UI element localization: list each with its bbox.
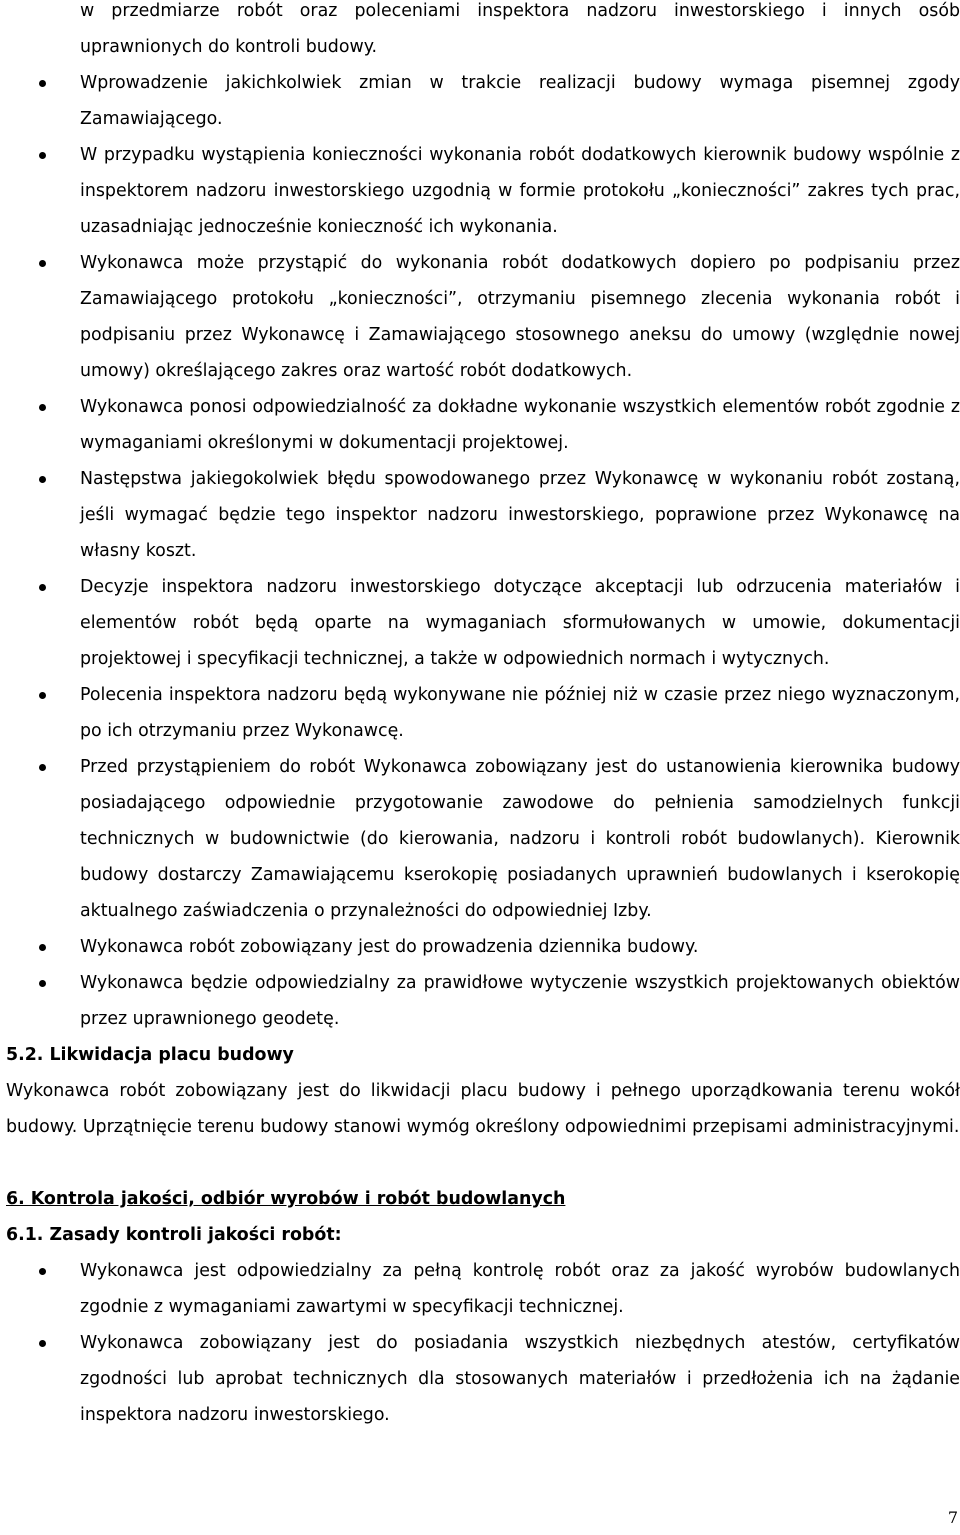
list-item-text: Wykonawca robót zobowiązany jest do prowadzenia dziennika budowy. xyxy=(80,937,699,957)
requirements-list xyxy=(0,65,960,1037)
bullet-icon xyxy=(39,1340,46,1347)
section-6-heading-text: 6. Kontrola jakości, odbiór wyrobów i robót budowlanych xyxy=(6,1189,566,1209)
list-item-text: Wykonawca może przystąpić do wykonania robót dodatkowych dopiero po podpisaniu przez Zamawiającego protokołu „konieczności”, otrzymaniu pisemnego zlecenia wykonania robót i podpisaniu przez Wykonawcę i Zamawiającego stosownego aneksu do umowy (względnie nowej umowy) określającego zakres oraz wartość robót dodatkowych. xyxy=(80,253,960,381)
list-item xyxy=(0,677,960,749)
bullet-icon xyxy=(39,152,46,159)
list-item-text: Wprowadzenie jakichkolwiek zmian w trakcie realizacji budowy wymaga pisemnej zgody Zamawiającego. xyxy=(80,73,960,129)
list-item xyxy=(0,65,960,137)
list-item-text: Wykonawca ponosi odpowiedzialność za dokładne wykonanie wszystkich elementów robót zgodnie z wymaganiami określonymi w dokumentacji projektowej. xyxy=(80,397,960,453)
bullet-icon xyxy=(39,476,46,483)
bullet-icon xyxy=(39,80,46,87)
section-spacer xyxy=(0,1145,960,1181)
section-6-1-heading: 6.1. Zasady kontroli jakości robót: xyxy=(6,1225,342,1245)
list-item xyxy=(0,1253,960,1325)
list-item xyxy=(0,389,960,461)
bullet-icon xyxy=(39,584,46,591)
list-item-text: Następstwa jakiegokolwiek błędu spowodowanego przez Wykonawcę w wykonaniu robót zostaną, jeśli wymagać będzie tego inspektor nadzoru inwestorskiego, poprawione przez Wykonawcę na własny koszt. xyxy=(80,469,960,561)
bullet-icon xyxy=(39,944,46,951)
bullet-icon xyxy=(39,404,46,411)
list-item xyxy=(0,1325,960,1433)
list-item-text: Przed przystąpieniem do robót Wykonawca zobowiązany jest do ustanowienia kierownika budowy posiadającego odpowiednie przygotowanie zawodowe do pełnienia samodzielnych funkcji technicznych w budownictwie (do kierowania, nadzoru i kontroli robót budowlanych). Kierownik budowy dostarczy Zamawiającemu kserokopię posiadanych uprawnień budowlanych i kserokopię aktualnego zaświadczenia o przynależności do odpowiedniej Izby. xyxy=(80,757,960,921)
list-item-text: Wykonawca jest odpowiedzialny za pełną kontrolę robót oraz za jakość wyrobów budowlanych zgodnie z wymaganiami zawartymi w specyfikacji technicznej. xyxy=(80,1261,960,1317)
list-item-text: Wykonawca zobowiązany jest do posiadania wszystkich niezbędnych atestów, certyfikatów zgodności lub aprobat technicznych dla stosowanych materiałów i przedłożenia ich na żądanie inspektora nadzoru inwestorskiego. xyxy=(80,1333,960,1425)
quality-control-list xyxy=(0,1253,960,1433)
list-item xyxy=(0,965,960,1037)
list-item-text: W przypadku wystąpienia konieczności wykonania robót dodatkowych kierownik budowy wspólnie z inspektorem nadzoru inwestorskiego uzgodnią w formie protokołu „konieczności” zakres tych prac, uzasadniając jednocześnie konieczność ich wykonania. xyxy=(80,145,960,237)
bullet-icon xyxy=(39,692,46,699)
section-5-2-body: Wykonawca robót zobowiązany jest do likwidacji placu budowy i pełnego uporządkowania terenu wokół budowy. Uprzątnięcie terenu budowy stanowi wymóg określony odpowiednimi przepisami administracyjnymi. xyxy=(6,1081,960,1137)
bullet-icon xyxy=(39,1268,46,1275)
page-number: 7 xyxy=(947,1508,958,1527)
list-item-text: Decyzje inspektora nadzoru inwestorskiego dotyczące akceptacji lub odrzucenia materiałów i elementów robót będą oparte na wymaganiach sformułowanych w umowie, dokumentacji projektowej i specyfikacji technicznej, a także w odpowiednich normach i wytycznych. xyxy=(80,577,960,669)
section-5-2-heading: 5.2. Likwidacja placu budowy xyxy=(6,1045,294,1065)
section-6-heading xyxy=(0,1181,960,1217)
list-item-text: Polecenia inspektora nadzoru będą wykonywane nie później niż w czasie przez niego wyznaczonym, po ich otrzymaniu przez Wykonawcę. xyxy=(80,685,960,741)
bullet-icon xyxy=(39,980,46,987)
list-item xyxy=(0,929,960,965)
continuation-paragraph: w przedmiarze robót oraz poleceniami inspektora nadzoru inwestorskiego i innych osób uprawnionych do kontroli budowy. xyxy=(80,1,960,57)
bullet-icon xyxy=(39,764,46,771)
list-item xyxy=(0,461,960,569)
bullet-icon xyxy=(39,260,46,267)
list-item xyxy=(0,749,960,929)
list-item xyxy=(0,137,960,245)
list-item xyxy=(0,245,960,389)
list-item xyxy=(0,569,960,677)
list-item-text: Wykonawca będzie odpowiedzialny za prawidłowe wytyczenie wszystkich projektowanych obiektów przez uprawnionego geodetę. xyxy=(80,973,960,1029)
